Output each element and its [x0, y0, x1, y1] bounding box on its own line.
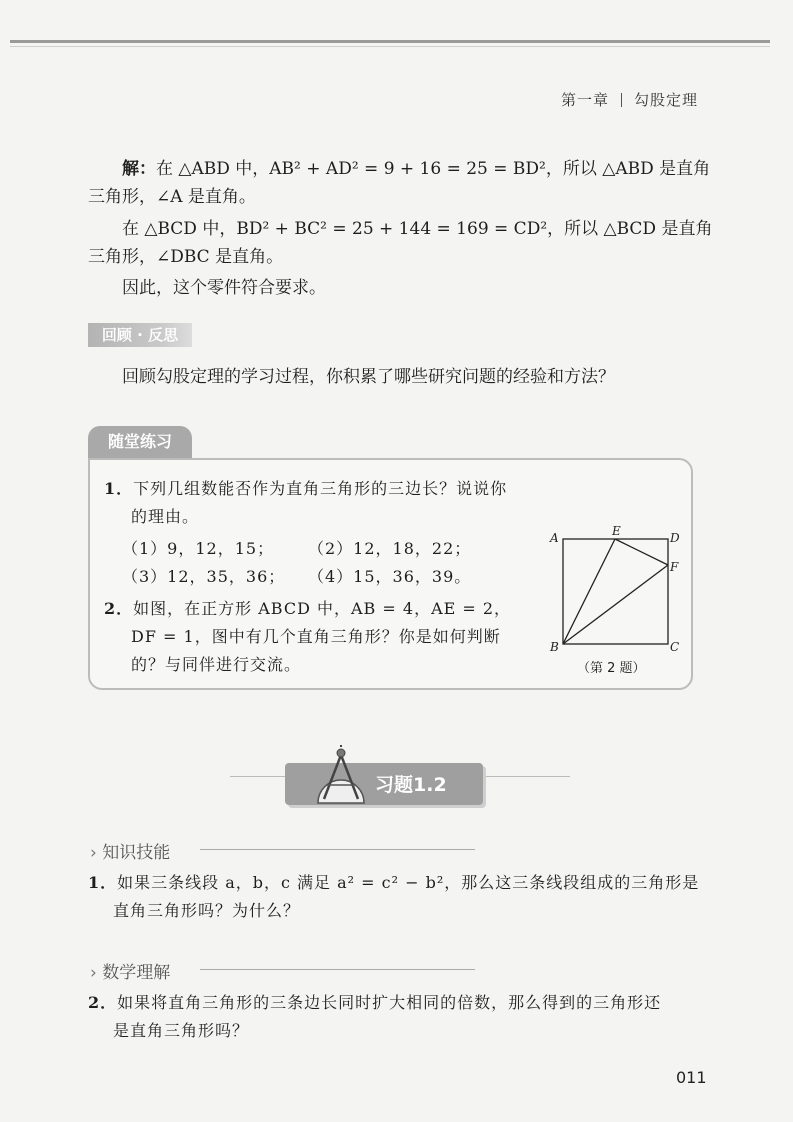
label-c: C [670, 640, 680, 654]
section-2-title: 数学理解 [102, 963, 171, 983]
solution-text-1: 在 △ABD 中，AB² + AD² = 9 + 16 = 25 = BD²，所以 △ABD 是直角 [156, 159, 711, 179]
e2-number: 2． [88, 993, 118, 1012]
practice-q2-line1 [104, 598, 511, 620]
e1-number: 1． [88, 873, 118, 892]
section-1-title: 知识技能 [102, 843, 171, 863]
section-2-rule [200, 969, 475, 970]
chapter-label: 第一章 [560, 91, 609, 109]
segment-ef [615, 539, 668, 565]
top-rule-thin [10, 46, 770, 47]
label-a: A [550, 531, 559, 545]
segment-be [563, 539, 615, 644]
section-1-rule [200, 849, 475, 850]
square-figure [545, 525, 685, 655]
chapter-title: 勾股定理 [633, 91, 698, 109]
practice-q2-line3: 的？与同伴进行交流。 [131, 655, 302, 674]
solution-line-2: 三角形，∠A 是直角。 [88, 187, 256, 207]
exercise-1-line1 [88, 872, 699, 894]
q2-text-1: 如图，在正方形 ABCD 中，AB = 4，AE = 2， [133, 599, 512, 618]
top-rule [10, 40, 770, 43]
practice-q2-line2: DF = 1，图中有几个直角三角形？你是如何判断 [131, 627, 501, 646]
chevron-right-icon: › [90, 843, 97, 863]
review-text: 回顾勾股定理的学习过程，你积累了哪些研究问题的经验和方法？ [122, 367, 615, 387]
page-number: 011 [676, 1068, 707, 1087]
review-tag: 回顾 · 反思 [88, 323, 192, 347]
running-header [561, 89, 698, 110]
option-3: （3）12，35，36； [122, 567, 286, 586]
section-heading-1 [90, 838, 170, 863]
chevron-right-icon: › [90, 963, 97, 983]
solution-line-1 [122, 158, 710, 180]
practice-q1-line2: 的理由。 [131, 507, 200, 526]
e1-text-1: 如果三条线段 a，b，c 满足 a² = c² − b²，那么这三条线段组成的三角形是 [117, 873, 700, 892]
exercise-2-line1 [88, 992, 661, 1014]
exercise-2-line2: 是直角三角形吗？ [113, 1021, 250, 1040]
practice-q1-line1 [104, 478, 507, 500]
segment-bf [563, 565, 668, 644]
q2-number: 2． [104, 599, 134, 618]
header-separator [621, 93, 622, 107]
label-d: D [670, 531, 680, 545]
solution-line-4: 三角形，∠DBC 是直角。 [88, 247, 284, 267]
label-b: B [550, 640, 559, 654]
q1-text: 下列几组数能否作为直角三角形的三边长？说说你 [133, 479, 508, 498]
practice-tag: 随堂练习 [88, 426, 192, 458]
compass-protractor-icon [312, 745, 370, 809]
label-e: E [612, 525, 621, 538]
q1-number: 1． [104, 479, 134, 498]
option-1: （1）9，12，15； [122, 539, 275, 558]
section-heading-2 [90, 958, 170, 983]
square-abcd [563, 539, 668, 644]
exercise-1-line2: 直角三角形吗？为什么？ [113, 901, 301, 920]
option-2: （2）12，18，22； [308, 539, 472, 558]
e2-text-1: 如果将直角三角形的三条边长同时扩大相同的倍数，那么得到的三角形还 [117, 993, 662, 1012]
label-f: F [670, 560, 679, 574]
figure-caption: （第 2 题） [577, 661, 646, 676]
solution-line-5: 因此，这个零件符合要求。 [122, 278, 326, 298]
solution-label: 解： [122, 159, 156, 179]
exercise-title: 习题1.2 [375, 774, 447, 796]
solution-line-3: 在 △BCD 中，BD² + BC² = 25 + 144 = 169 = CD²，所以 △BCD 是直角 [122, 219, 713, 239]
option-4: （4）15，36，39。 [308, 567, 472, 586]
